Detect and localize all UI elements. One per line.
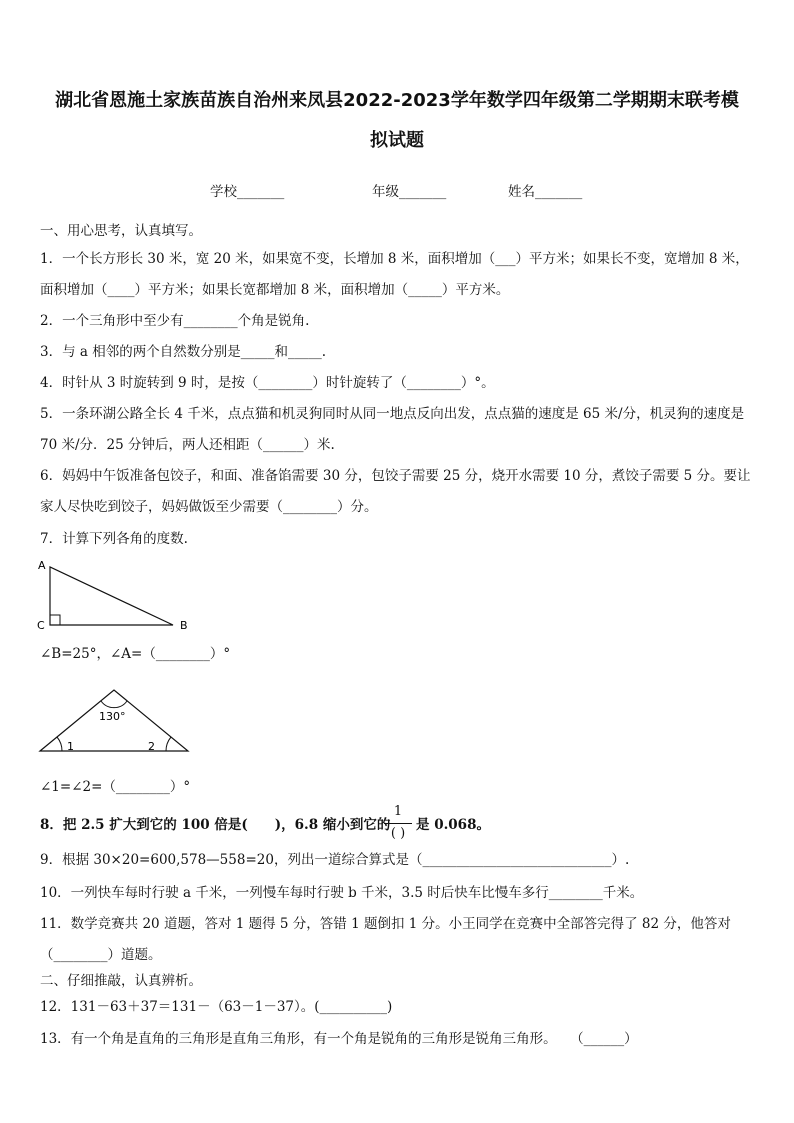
angle-2-label: 2 <box>148 740 155 753</box>
question-1-line2: 面积增加（____）平方米；如果长宽都增加 8 米，面积增加（_____）平方米。 <box>40 282 510 298</box>
school-field[interactable]: 学校_______ <box>210 184 285 200</box>
vertex-c-label: C <box>37 619 45 632</box>
question-13: 13．有一个角是直角的三角形是直角三角形，有一个角是锐角的三角形是锐角三角形。 （______） <box>40 1031 638 1047</box>
question-7a-answer: ∠B=25°，∠A=（________）° <box>40 646 231 662</box>
right-angle-mark <box>50 615 60 625</box>
question-12: 12．131－63＋37＝131－（63－1－37）。(__________) <box>40 999 393 1015</box>
question-11-line1: 11．数学竞赛共 20 道题，答对 1 题得 5 分，答错 1 题倒扣 1 分。小王同学在竞赛中全部答完得了 82 分，他答对 <box>40 916 731 932</box>
question-1-line1: 1．一个长方形长 30 米，宽 20 米，如果宽不变，长增加 8 米，面积增加（___）平方米；如果长不变，宽增加 8 米， <box>40 251 749 267</box>
isosceles-triangle-figure <box>30 680 200 760</box>
question-5-line2: 70 米/分．25 分钟后，两人还相距（______）米. <box>40 437 335 453</box>
question-3: 3．与 a 相邻的两个自然数分别是_____和_____. <box>40 344 327 360</box>
question-9: 9．根据 30×20=600,578—558=20，列出一道综合算式是（____________________________）. <box>40 852 630 868</box>
vertex-b-label: B <box>180 619 188 632</box>
question-6-line2: 家人尽快吃到饺子，妈妈做饭至少需要（________）分。 <box>40 499 378 515</box>
angle-2-arc <box>166 737 171 751</box>
right-triangle-shape <box>50 567 173 625</box>
question-7: 7．计算下列各角的度数. <box>40 531 188 547</box>
fraction-bar <box>384 823 412 824</box>
fraction-denominator: ( ) <box>390 826 406 841</box>
name-field[interactable]: 姓名_______ <box>508 184 583 200</box>
question-10: 10．一列快车每时行驶 a 千米，一列慢车每时行驶 b 千米，3.5 时后快车比慢车多行________千米。 <box>40 885 644 901</box>
section-1-heading: 一、用心思考，认真填写。 <box>40 223 202 239</box>
question-2: 2．一个三角形中至少有________个角是锐角. <box>40 313 310 329</box>
angle-1-label: 1 <box>67 740 74 753</box>
exam-title-line2: 拟试题 <box>370 130 424 151</box>
question-8-prefix: 8．把 2.5 扩大到它的 100 倍是( )，6.8 缩小到它的 <box>40 817 391 833</box>
section-2-heading: 二、仔细推敲，认真辨析。 <box>40 973 202 989</box>
angle-1-arc <box>57 737 62 751</box>
apex-angle-arc <box>101 701 127 708</box>
question-5-line1: 5．一条环湖公路全长 4 千米，点点猫和机灵狗同时从同一地点反向出发，点点猫的速度是 65 米/分，机灵狗的速度是 <box>40 406 745 422</box>
question-7b-answer: ∠1=∠2=（________）° <box>40 779 191 795</box>
question-4: 4．时针从 3 时旋转到 9 时，是按（________）时针旋转了（________）°。 <box>40 375 495 391</box>
right-triangle-figure <box>30 555 200 635</box>
question-6-line1: 6．妈妈中午饭准备包饺子，和面、准备馅需要 30 分，包饺子需要 25 分，烧开水需要 10 分，煮饺子需要 5 分。要让 <box>40 468 751 484</box>
question-8-suffix: 是 0.068。 <box>416 817 490 833</box>
fraction-numerator: 1 <box>393 804 403 819</box>
apex-angle-label: 130° <box>99 710 126 723</box>
exam-title-line1: 湖北省恩施土家族苗族自治州来凤县2022-2023学年数学四年级第二学期期末联考模 <box>55 90 739 111</box>
question-11-line2: （________）道题。 <box>40 947 162 963</box>
vertex-a-label: A <box>38 559 46 572</box>
grade-field[interactable]: 年级_______ <box>372 184 447 200</box>
